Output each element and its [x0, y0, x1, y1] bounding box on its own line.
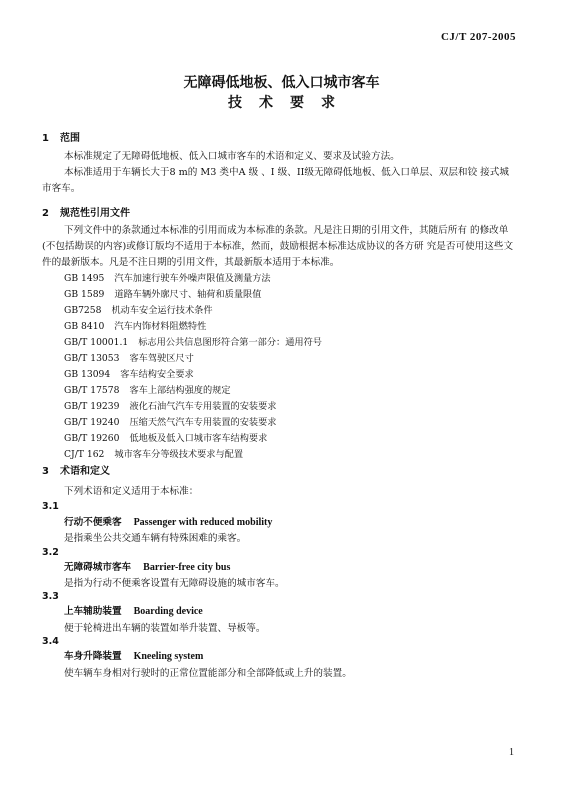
section-3-intro: 下列术语和定义适用于本标准：	[64, 486, 199, 497]
term-entry: 行动不便乘客 Passenger with reduced mobility	[64, 517, 273, 528]
section-number: 1	[42, 133, 49, 144]
clause-number: 3.2	[42, 547, 59, 558]
term-entry: 上车辅助装置 Boarding device	[64, 606, 203, 617]
reference-item: GB/T 19260 低地板及低入口城市客车结构要求	[64, 433, 268, 444]
term-definition: 便于轮椅进出车辆的装置如举升装置、导板等。	[64, 623, 266, 634]
section-number: 2	[42, 208, 49, 219]
reference-item: GB 1589 道路车辆外廓尺寸、轴荷和质量限值	[64, 289, 262, 300]
section-1-paragraph-2: 本标准适用于车辆长大于8 m的 M3 类中A 级 、I 级、II级无障碍低地板、低入口单层、双层和铰 接式城市客车。	[42, 167, 509, 195]
reference-item: GB/T 10001.1 标志用公共信息图形符合第一部分：通用符号	[64, 337, 322, 348]
term-entry: 车身升降装置 Kneeling system	[64, 651, 204, 662]
reference-item: GB/T 19240 压缩天然气汽车专用装置的安装要求	[64, 417, 277, 428]
clause-number: 3.1	[42, 501, 59, 512]
section-title: 术语和定义	[60, 466, 110, 477]
section-number: 3	[42, 466, 49, 477]
section-1-heading	[42, 129, 80, 144]
reference-item: CJ/T 162 城市客车分等级技术要求与配置	[64, 449, 244, 460]
section-2-paragraph: 下列文件中的条款通过本标准的引用而成为本标准的条款。凡是注日期的引用文件，其随后所有 的修改单(不包括勘误的内容)或修订版均不适用于本标准，然而，鼓励根据本标准达成协议的各方研 究是否可使用这些文件的最新版本。凡是不注日期的引用文件，其最新版本适用于本标准。	[42, 225, 514, 269]
section-title: 范围	[60, 133, 80, 144]
reference-item: GB/T 13053 客车驾驶区尺寸	[64, 353, 194, 364]
clause-number: 3.3	[42, 591, 59, 602]
section-2-heading	[42, 204, 130, 219]
term-definition: 使车辆车身相对行驶时的正常位置能部分和全部降低或上升的装置。	[64, 668, 352, 679]
page-number: 1	[509, 747, 514, 758]
section-1-paragraph-1: 本标准规定了无障碍低地板、低入口城市客车的术语和定义、要求及试验方法。	[64, 151, 400, 162]
reference-item: GB 13094 客车结构安全要求	[64, 369, 194, 380]
reference-item: GB7258 机动车安全运行技术条件	[64, 305, 213, 316]
reference-item: GB 1495 汽车加速行驶车外噪声限值及测量方法	[64, 273, 271, 284]
term-entry: 无障碍城市客车 Barrier-free city bus	[64, 562, 231, 573]
reference-item: GB/T 17578 客车上部结构强度的规定	[64, 385, 231, 396]
reference-item: GB 8410 汽车内饰材料阻燃特性	[64, 321, 207, 332]
reference-item: GB/T 19239 液化石油气汽车专用装置的安装要求	[64, 401, 277, 412]
term-definition: 是指乘坐公共交通车辆有特殊困难的乘客。	[64, 533, 247, 544]
clause-number: 3.4	[42, 636, 59, 647]
document-title: 无障碍低地板、低入口城市客车	[183, 75, 380, 91]
document-subtitle: 技术要求	[228, 95, 352, 111]
term-definition: 是指为行动不便乘客设置有无障碍设施的城市客车。	[64, 578, 285, 589]
section-3-heading	[42, 462, 110, 477]
standard-code: CJ/T 207-2005	[440, 31, 516, 43]
section-title: 规范性引用文件	[60, 208, 130, 219]
